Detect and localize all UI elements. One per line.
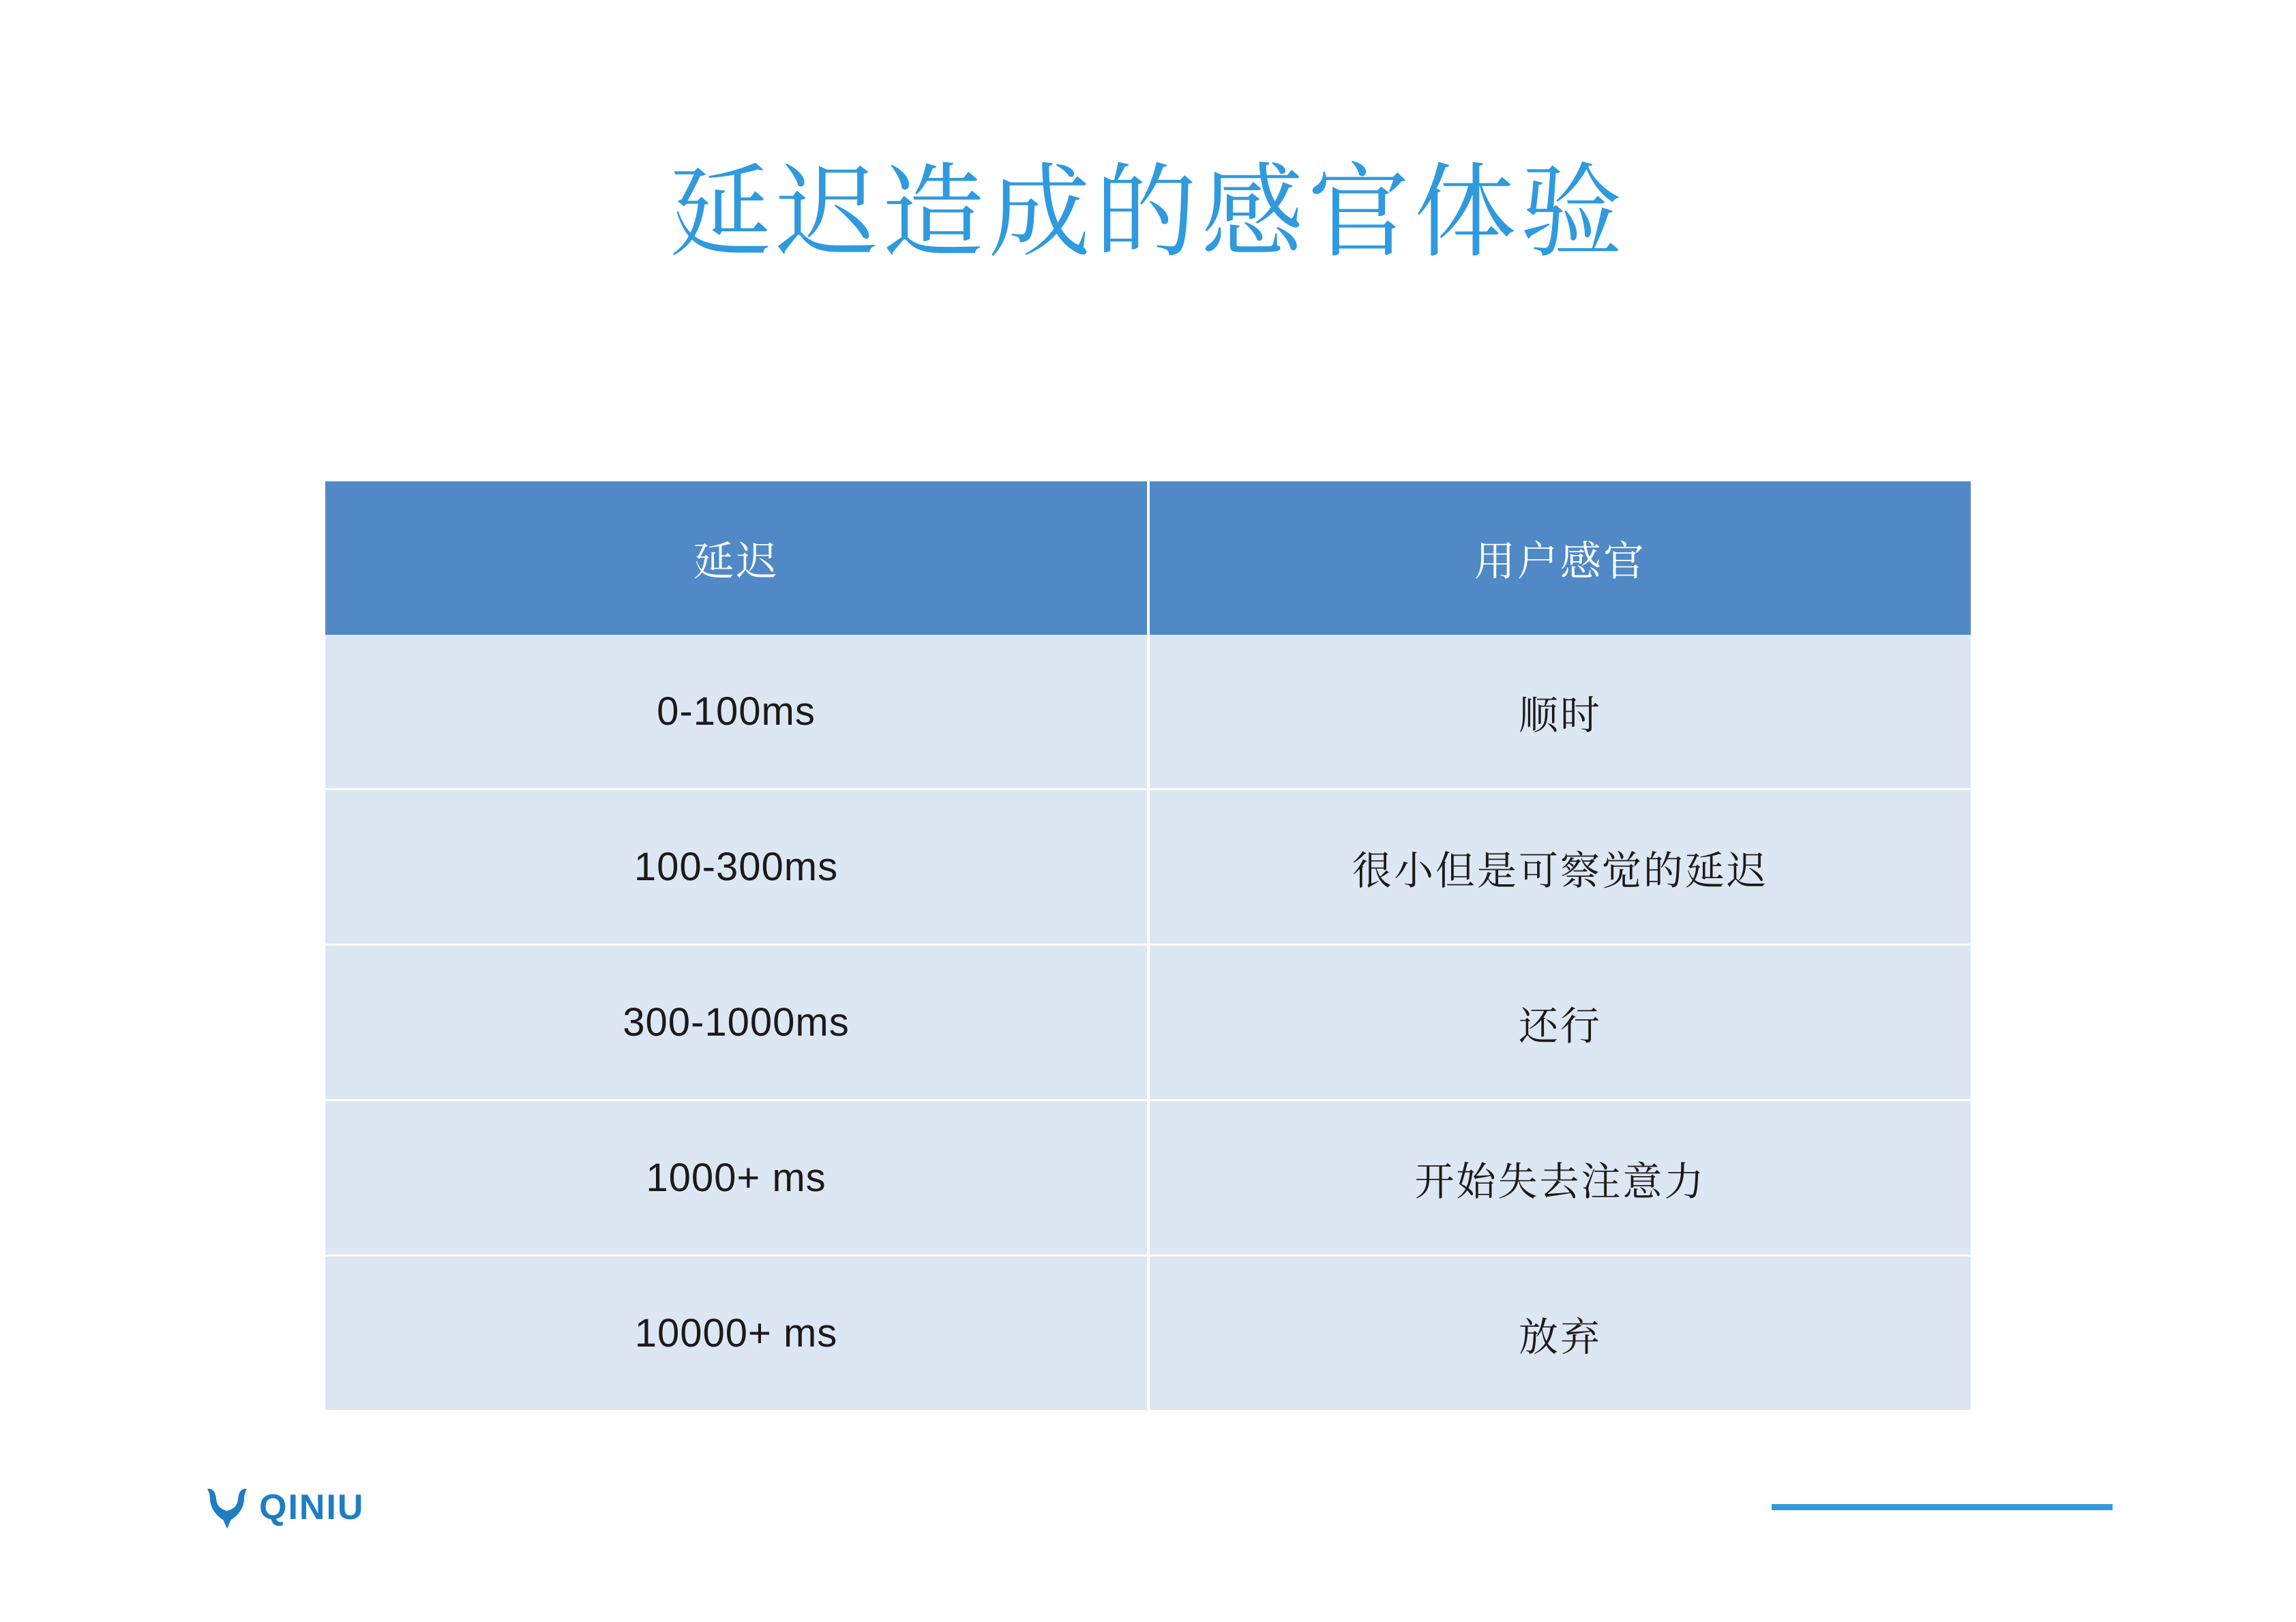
brand-logo	[205, 1486, 364, 1529]
cell-latency: 0-100ms	[325, 635, 1148, 790]
cell-feel: 顺时	[1148, 635, 1971, 790]
table-header	[325, 481, 1971, 635]
table-row	[325, 945, 1971, 1100]
table-row	[325, 635, 1971, 790]
cell-latency: 100-300ms	[325, 790, 1148, 945]
cell-latency: 1000+ ms	[325, 1100, 1148, 1256]
cell-latency: 10000+ ms	[325, 1256, 1148, 1411]
column-header-user-feel: 用户感官	[1148, 481, 1971, 635]
table-row	[325, 1256, 1971, 1411]
footer-accent-rule	[1772, 1504, 2113, 1510]
cell-feel: 还行	[1148, 945, 1971, 1100]
cell-latency: 300-1000ms	[325, 945, 1148, 1100]
cell-feel: 开始失去注意力	[1148, 1100, 1971, 1256]
page-title: 延迟造成的感官体验	[669, 153, 1627, 272]
latency-table	[325, 481, 1971, 1410]
column-header-latency: 延迟	[325, 481, 1148, 635]
table-header-row	[325, 481, 1971, 635]
qiniu-bull-icon	[205, 1486, 250, 1529]
table-row	[325, 790, 1971, 945]
table-row	[325, 1100, 1971, 1256]
table-body	[325, 635, 1971, 1410]
brand-wordmark: QINIU	[259, 1488, 365, 1527]
cell-feel: 很小但是可察觉的延迟	[1148, 790, 1971, 945]
cell-feel: 放弃	[1148, 1256, 1971, 1411]
latency-table-container	[325, 481, 1971, 1410]
